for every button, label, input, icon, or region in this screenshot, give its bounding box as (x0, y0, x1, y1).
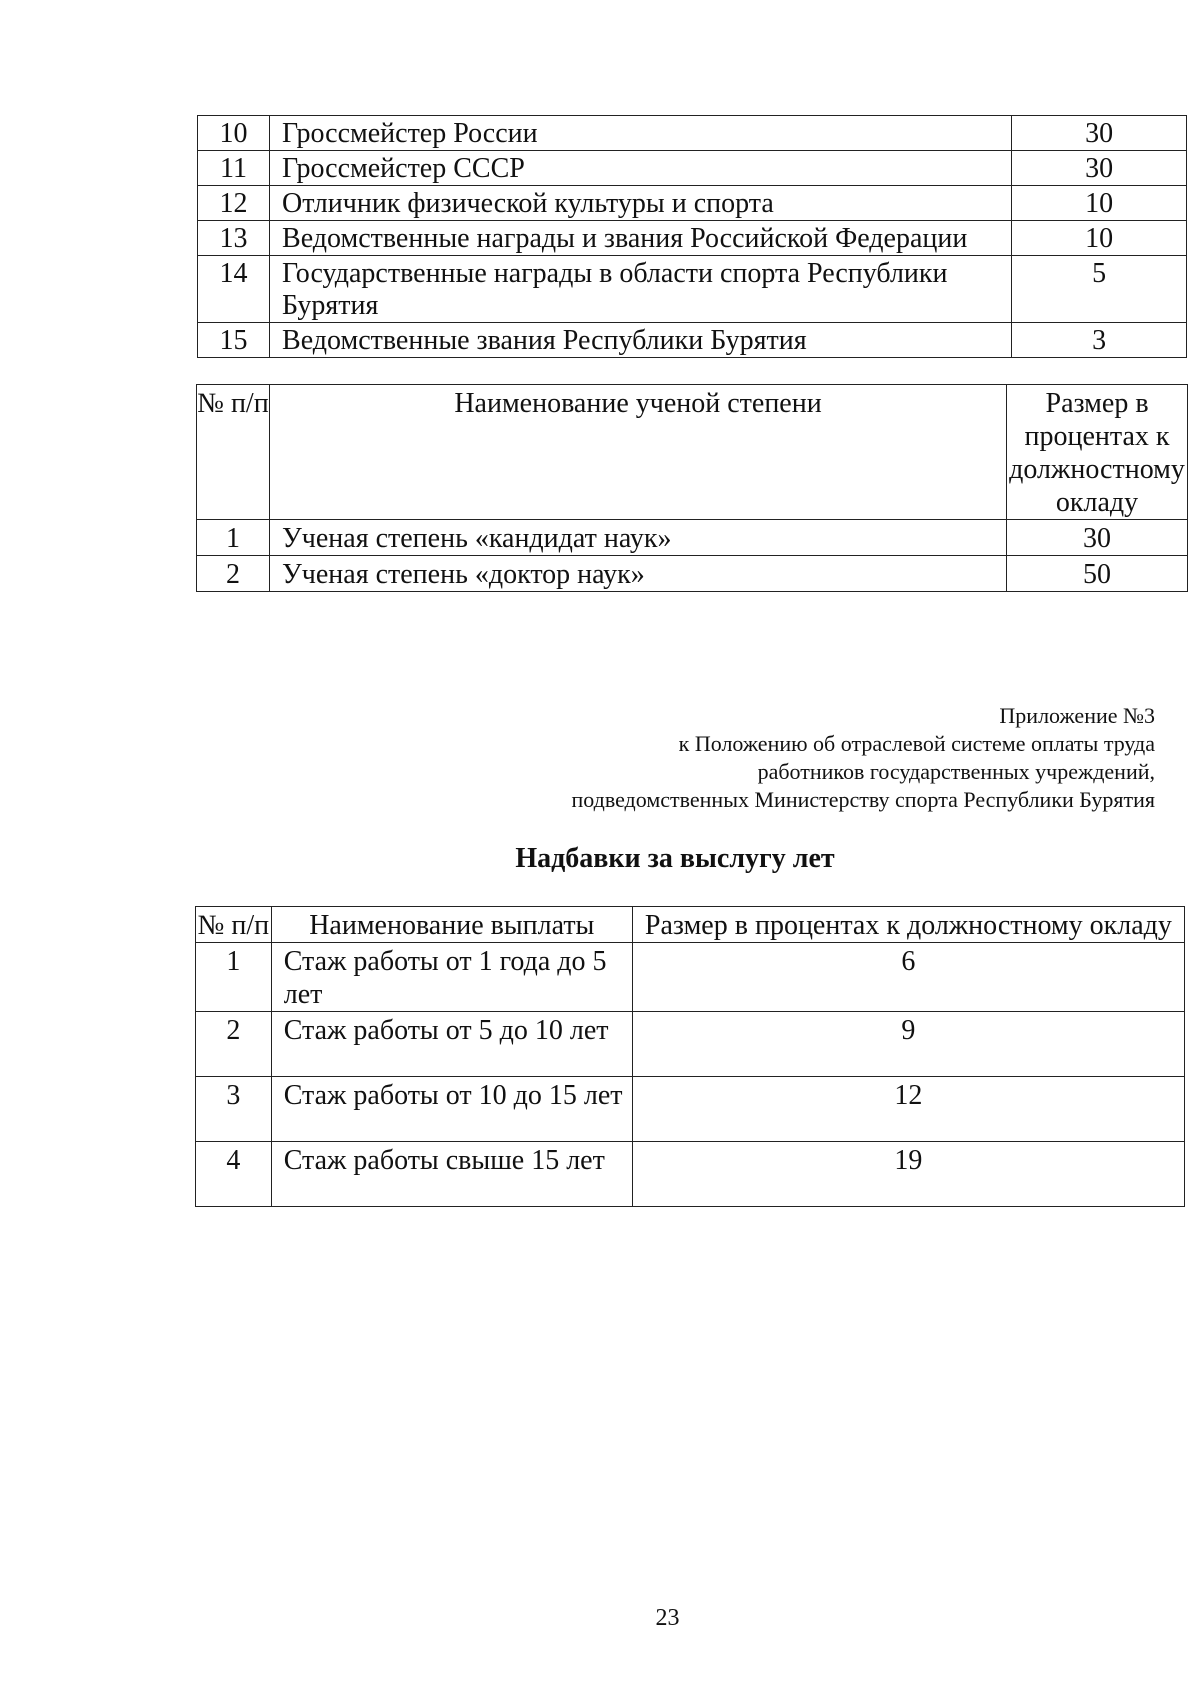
percent-value: 12 (632, 1077, 1184, 1142)
payment-name: Стаж работы от 10 до 15 лет (271, 1077, 632, 1142)
row-number: 11 (198, 151, 270, 186)
header-percent: Размер в процентах к должностному окладу (632, 907, 1184, 943)
table-row (196, 943, 1185, 1012)
award-name: Ведомственные звания Республики Бурятия (270, 323, 1012, 358)
appendix-line: к Положению об отраслевой системе оплаты труда (678, 731, 1155, 756)
table-row (197, 556, 1188, 592)
table-row (196, 1077, 1185, 1142)
award-name: Гроссмейстер России (270, 116, 1012, 151)
percent-value: 30 (1007, 520, 1188, 556)
page-number: 23 (655, 1605, 680, 1631)
table-row (198, 151, 1187, 186)
payment-name: Стаж работы от 5 до 10 лет (271, 1012, 632, 1077)
percent-value: 9 (632, 1012, 1184, 1077)
row-number: 13 (198, 221, 270, 256)
seniority-table (195, 906, 1185, 1207)
table-row (196, 1012, 1185, 1077)
section-title: Надбавки за выслугу лет (515, 843, 835, 874)
percent-value: 30 (1012, 116, 1187, 151)
row-number: 3 (196, 1077, 272, 1142)
percent-value: 30 (1012, 151, 1187, 186)
row-number: 1 (197, 520, 270, 556)
table-header-row (196, 907, 1185, 943)
table-row (198, 256, 1187, 323)
row-number: 12 (198, 186, 270, 221)
header-number: № п/п (197, 385, 270, 520)
table-row (198, 221, 1187, 256)
appendix-line: работников государственных учреждений, (757, 759, 1155, 784)
percent-value: 10 (1012, 221, 1187, 256)
payment-name: Стаж работы от 1 года до 5 лет (271, 943, 632, 1012)
award-name: Государственные награды в области спорта Республики Бурятия (270, 256, 1012, 323)
percent-value: 10 (1012, 186, 1187, 221)
header-name: Наименование выплаты (271, 907, 632, 943)
degree-table (196, 384, 1188, 592)
row-number: 2 (197, 556, 270, 592)
table-header-row (197, 385, 1188, 520)
appendix-heading (571, 702, 1155, 814)
degree-name: Ученая степень «кандидат наук» (269, 520, 1006, 556)
header-percent: Размер в процентах к должностному окладу (1007, 385, 1188, 520)
percent-value: 50 (1007, 556, 1188, 592)
table-row (198, 116, 1187, 151)
percent-value: 6 (632, 943, 1184, 1012)
header-number: № п/п (196, 907, 272, 943)
header-name: Наименование ученой степени (269, 385, 1006, 520)
awards-table (197, 115, 1187, 358)
payment-name: Стаж работы свыше 15 лет (271, 1142, 632, 1207)
percent-value: 19 (632, 1142, 1184, 1207)
row-number: 10 (198, 116, 270, 151)
appendix-line: подведомственных Министерству спорта Республики Бурятия (571, 787, 1155, 812)
row-number: 4 (196, 1142, 272, 1207)
row-number: 14 (198, 256, 270, 323)
percent-value: 5 (1012, 256, 1187, 323)
degree-name: Ученая степень «доктор наук» (269, 556, 1006, 592)
appendix-line: Приложение №3 (999, 703, 1155, 728)
award-name: Гроссмейстер СССР (270, 151, 1012, 186)
table-row (196, 1142, 1185, 1207)
row-number: 1 (196, 943, 272, 1012)
table-row (198, 186, 1187, 221)
table-row (198, 323, 1187, 358)
award-name: Ведомственные награды и звания Российской Федерации (270, 221, 1012, 256)
table-row (197, 520, 1188, 556)
row-number: 2 (196, 1012, 272, 1077)
percent-value: 3 (1012, 323, 1187, 358)
award-name: Отличник физической культуры и спорта (270, 186, 1012, 221)
row-number: 15 (198, 323, 270, 358)
